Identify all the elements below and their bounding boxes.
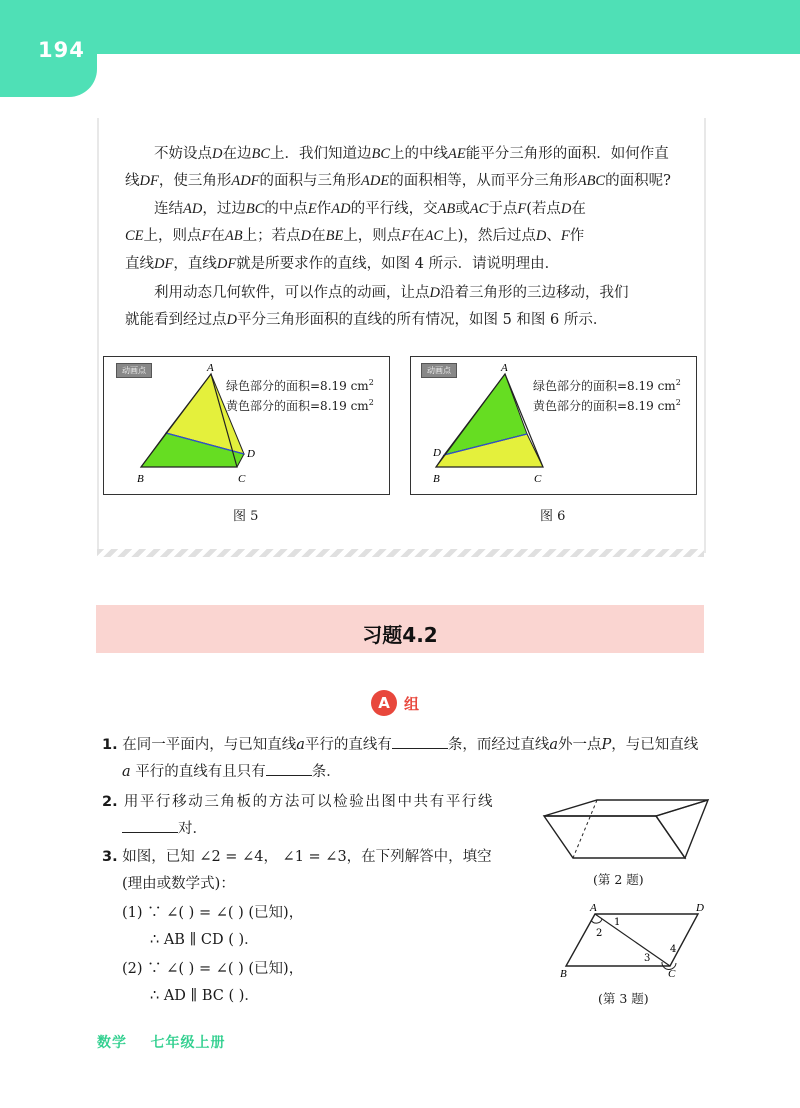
exercise-title: 习题4.2: [362, 623, 438, 647]
figure-5-label-d: D: [247, 448, 255, 460]
figure-5-label-a: A: [207, 362, 214, 374]
group-a-badge: A: [371, 690, 397, 716]
figure-5-green-area: 绿色部分的面积=8.19 $cm^2$: [226, 378, 374, 393]
question-2-line-1: 2. 用平行移动三角板的方法可以检验出图中共有平行线: [102, 794, 495, 810]
figure-5-frame: [103, 356, 390, 495]
reading-p2-line2: CE上，则点F在AB上；若点D在BE上，则点F在AC上)，然后过点D、F作: [125, 228, 585, 244]
page-number: 194: [38, 38, 85, 62]
header-band: [0, 0, 800, 54]
figure-6-label-c: C: [534, 473, 542, 485]
reading-p3-line2: 就能看到经过点D平分三角形面积的直线的所有情况，如图 5 和图 6 所示．: [125, 312, 608, 328]
reading-p2-line3: 直线DF，直线DF就是所要求作的直线，如图 4 所示．请说明理由．: [125, 256, 560, 272]
reading-p1-line2: 线DF，使三角形ADF的面积与三角形ADE的面积相等，从而平分三角形ABC的面积呢?: [125, 173, 671, 189]
figure-6-frame: [410, 356, 697, 495]
question-3-part-2-given: (2) ∵ ∠( ) = ∠( ) (已知)，: [122, 961, 304, 977]
question-2-line-2: 对．: [122, 816, 207, 843]
footer-book-title: 数学 七年级上册: [97, 1035, 226, 1051]
figure-6-caption: 图 6: [540, 509, 566, 524]
figure-5-yellow-area: 黄色部分的面积=8.19 $cm^2$: [226, 398, 374, 413]
question-3-label-a: A: [590, 902, 597, 914]
reading-box-bottom-stripe: [97, 549, 704, 557]
question-3-figure-caption: (第 3 题): [598, 991, 649, 1006]
question-3-part-1-given: (1) ∵ ∠( ) = ∠( ) (已知)，: [122, 905, 304, 921]
question-3-part-1-conclusion: ∴ AB ∥ CD ( )．: [150, 932, 259, 948]
answer-blank[interactable]: [266, 761, 312, 776]
question-2-prism-figure: [540, 798, 720, 862]
reading-p3-line1: 利用动态几何软件，可以作点的动画，让点D沿着三角形的三边移动，我们: [154, 285, 629, 301]
figure-6-yellow-area: 黄色部分的面积=8.19 $cm^2$: [533, 398, 681, 413]
figure-5-label-b: B: [137, 473, 144, 485]
question-3-label-b: B: [560, 968, 567, 980]
answer-blank[interactable]: [392, 734, 448, 749]
figure-6-label-d: D: [433, 447, 441, 459]
question-2-figure-caption: (第 2 题): [593, 872, 644, 887]
animate-point-button[interactable]: 动画点: [421, 363, 457, 378]
animate-point-button[interactable]: 动画点: [116, 363, 152, 378]
question-3-angle-4: 4: [670, 944, 677, 955]
question-3-label-d: D: [696, 902, 704, 914]
figure-5-label-c: C: [238, 473, 246, 485]
figure-6-label-b: B: [433, 473, 440, 485]
question-3-angle-2: 2: [596, 928, 603, 939]
question-1-line-2: a 平行的直线有且只有 条．: [122, 759, 341, 786]
answer-blank[interactable]: [122, 818, 178, 833]
figure-6-green-area: 绿色部分的面积=8.19 $cm^2$: [533, 378, 681, 393]
question-3-angle-1: 1: [614, 917, 621, 928]
figure-6-label-a: A: [501, 362, 508, 374]
question-3-parallelogram-figure: [558, 900, 718, 980]
question-3-part-2-conclusion: ∴ AD ∥ BC ( )．: [150, 988, 259, 1004]
question-3-angle-3: 3: [644, 953, 651, 964]
reading-p1-line1: 不妨设点D在边BC上．我们知道边BC上的中线AE能平分三角形的面积．如何作直: [154, 146, 669, 162]
figure-5-caption: 图 5: [233, 509, 259, 524]
reading-p2-line1: 连结AD，过边BC的中点E作AD的平行线，交AB或AC于点F(若点D在: [154, 201, 586, 217]
question-3-line-1: 3. 如图，已知 ∠2 = ∠4， ∠1 = ∠3，在下列解答中，填空: [102, 849, 492, 865]
question-1-line-1: 1. 在同一平面内，与已知直线a平行的直线有 条，而经过直线a外一点P，与已知直线: [102, 732, 698, 759]
question-3-line-2: (理由或数学式)：: [122, 876, 235, 892]
group-a-label: 组: [404, 695, 420, 713]
question-3-label-c: C: [668, 968, 676, 980]
